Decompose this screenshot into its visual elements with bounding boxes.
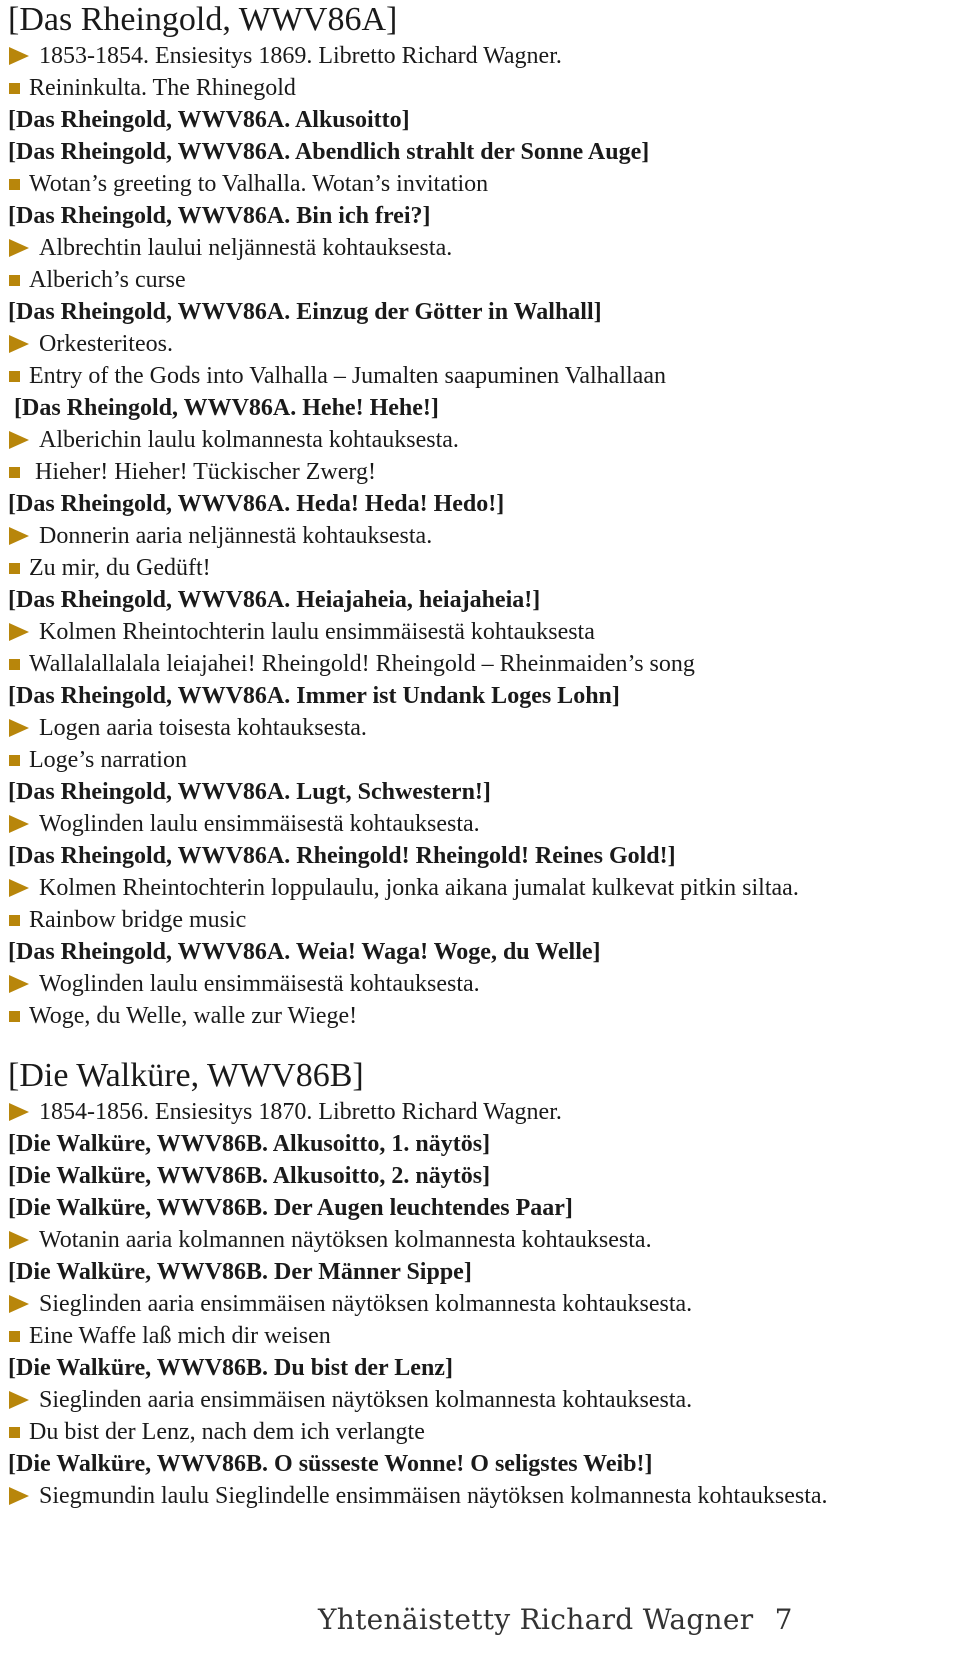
note-text: Woge, du Welle, walle zur Wiege!: [29, 1003, 358, 1029]
note-text: Entry of the Gods into Valhalla – Jumalten saapuminen Valhallaan: [29, 363, 666, 389]
work-title-text: O süsseste Wonne! O seligstes Weib!: [268, 1451, 645, 1477]
square-bullet-icon: [9, 563, 20, 574]
work-title-line: [8, 296, 953, 328]
triangle-bullet-icon: [9, 335, 29, 353]
info-line: [8, 1384, 953, 1416]
info-text: Alberichin laulu kolmannesta kohtauksesta.: [39, 427, 459, 453]
work-title-line: [8, 1160, 953, 1192]
note-line: [8, 168, 953, 200]
info-text: 1853-1854. Ensiesitys 1869. Libretto Richard Wagner.: [39, 43, 562, 69]
note-line: [8, 904, 953, 936]
info-text: Woglinden laulu ensimmäisestä kohtauksesta.: [39, 811, 480, 837]
info-text: Sieglinden aaria ensimmäisen näytöksen kolmannesta kohtauksesta.: [39, 1291, 693, 1317]
work-title-line: [8, 104, 953, 136]
work-title-prefix: [Das Rheingold, WWV86A.: [8, 843, 291, 869]
info-line: [8, 808, 953, 840]
info-text: Woglinden laulu ensimmäisestä kohtauksesta.: [39, 971, 480, 997]
work-title-line: [8, 584, 953, 616]
work-title-line: [8, 936, 953, 968]
note-text: Du bist der Lenz, nach dem ich verlangte: [29, 1419, 425, 1445]
note-line: [8, 744, 953, 776]
info-text: 1854-1856. Ensiesitys 1870. Libretto Richard Wagner.: [39, 1099, 562, 1125]
work-title-text: Alkusoitto: [290, 107, 402, 133]
work-title-suffix: ]: [444, 1355, 453, 1381]
info-text: Donnerin aaria neljännestä kohtauksesta.: [39, 523, 433, 549]
note-line: [8, 72, 953, 104]
section-heading: [Das Rheingold, WWV86A]: [8, 1, 398, 38]
work-title-line: [8, 1352, 953, 1384]
info-line: [8, 1224, 953, 1256]
square-bullet-icon: [9, 83, 20, 94]
info-line: [8, 40, 953, 72]
square-bullet-icon: [9, 659, 20, 670]
work-title-suffix: ]: [482, 1131, 491, 1157]
work-title-line: [8, 200, 953, 232]
work-title-text: Rheingold! Rheingold! Reines Gold!: [290, 843, 668, 869]
work-title-suffix: ]: [430, 395, 439, 421]
work-title-suffix: ]: [463, 1259, 472, 1285]
note-text: Zu mir, du Gedüft!: [29, 555, 211, 581]
square-bullet-icon: [9, 915, 20, 926]
triangle-bullet-icon: [9, 879, 29, 897]
info-text: Orkesteriteos.: [39, 331, 173, 357]
square-bullet-icon: [9, 755, 20, 766]
info-line: [8, 424, 953, 456]
info-text: Wotanin aaria kolmannen näytöksen kolmannesta kohtauksesta.: [39, 1227, 652, 1253]
work-title-prefix: [Die Walküre, WWV86B.: [8, 1163, 269, 1189]
info-text: Logen aaria toisesta kohtauksesta.: [39, 715, 367, 741]
note-text: Wotan’s greeting to Valhalla. Wotan’s invitation: [29, 171, 489, 197]
section-heading: [Die Walküre, WWV86B]: [8, 1057, 364, 1094]
note-line: [8, 264, 953, 296]
info-line: [8, 520, 953, 552]
work-title-prefix: [Das Rheingold, WWV86A.: [14, 395, 297, 421]
footer-title: Yhtenäistetty Richard Wagner: [318, 1603, 754, 1636]
work-title-prefix: [Das Rheingold, WWV86A.: [8, 299, 291, 325]
triangle-bullet-icon: [9, 239, 29, 257]
work-title-line: [8, 680, 953, 712]
triangle-bullet-icon: [9, 975, 29, 993]
info-line: [8, 328, 953, 360]
work-title-text: Der Augen leuchtendes Paar: [268, 1195, 565, 1221]
work-title-text: Immer ist Undank Loges Lohn: [290, 683, 612, 709]
info-line: [8, 712, 953, 744]
note-text: Eine Waffe laß mich dir weisen: [29, 1323, 331, 1349]
square-bullet-icon: [9, 467, 20, 478]
work-title-suffix: ]: [496, 491, 505, 517]
work-title-text: Heda! Heda! Hedo!: [290, 491, 497, 517]
work-title-suffix: ]: [667, 843, 676, 869]
work-title-text: Bin ich frei?: [290, 203, 423, 229]
work-title-suffix: ]: [611, 683, 620, 709]
work-title-prefix: [Die Walküre, WWV86B.: [8, 1195, 269, 1221]
work-title-prefix: [Das Rheingold, WWV86A.: [8, 587, 291, 613]
work-title-suffix: ]: [644, 1451, 653, 1477]
info-line: [8, 1096, 953, 1128]
work-title-line: [8, 1256, 953, 1288]
square-bullet-icon: [9, 275, 20, 286]
work-title-prefix: [Das Rheingold, WWV86A.: [8, 139, 291, 165]
note-line: [8, 1000, 953, 1032]
work-title-line: [8, 1448, 953, 1480]
note-text: Alberich’s curse: [29, 267, 186, 293]
info-line: [8, 232, 953, 264]
triangle-bullet-icon: [9, 1487, 29, 1505]
note-text: Wallalallalala leiajahei! Rheingold! Rheingold – Rheinmaiden’s song: [29, 651, 695, 677]
info-text: Sieglinden aaria ensimmäisen näytöksen kolmannesta kohtauksesta.: [39, 1387, 693, 1413]
work-title-line: [8, 776, 953, 808]
info-text: Kolmen Rheintochterin laulu ensimmäisestä kohtauksesta: [39, 619, 595, 645]
work-title-text: Weia! Waga! Woge, du Welle: [290, 939, 593, 965]
note-line: [8, 456, 953, 488]
info-line: [8, 1480, 953, 1512]
work-title-text: Der Männer Sippe: [268, 1259, 464, 1285]
work-title-suffix: ]: [532, 587, 541, 613]
work-title-text: Hehe! Hehe!: [296, 395, 431, 421]
info-line: [8, 968, 953, 1000]
work-title-prefix: [Das Rheingold, WWV86A.: [8, 779, 291, 805]
note-line: [8, 360, 953, 392]
info-line: [8, 616, 953, 648]
work-title-text: Abendlich strahlt der Sonne Auge: [290, 139, 642, 165]
note-text: Hieher! Hieher! Tückischer Zwerg!: [35, 459, 376, 485]
work-title-suffix: ]: [593, 299, 602, 325]
page-number: 7: [774, 1603, 793, 1636]
info-line: [8, 1288, 953, 1320]
work-title-suffix: ]: [422, 203, 431, 229]
work-title-text: Heiajaheia, heiajaheia!: [290, 587, 533, 613]
work-title-text: Du bist der Lenz: [268, 1355, 445, 1381]
work-title-prefix: [Die Walküre, WWV86B.: [8, 1355, 269, 1381]
triangle-bullet-icon: [9, 431, 29, 449]
section-gap: [8, 1032, 953, 1056]
triangle-bullet-icon: [9, 815, 29, 833]
note-line: [8, 1416, 953, 1448]
info-text: Albrechtin laului neljännestä kohtauksesta.: [39, 235, 453, 261]
note-line: [8, 648, 953, 680]
square-bullet-icon: [9, 1331, 20, 1342]
triangle-bullet-icon: [9, 719, 29, 737]
work-title-suffix: ]: [641, 139, 650, 165]
note-text: Loge’s narration: [29, 747, 187, 773]
work-title-prefix: [Das Rheingold, WWV86A.: [8, 107, 291, 133]
work-title-text: Alkusoitto, 2. näytös: [268, 1163, 483, 1189]
work-title-suffix: ]: [592, 939, 601, 965]
work-title-text: Einzug der Götter in Walhall: [290, 299, 594, 325]
work-title-prefix: [Das Rheingold, WWV86A.: [8, 203, 291, 229]
document-content: [8, 0, 953, 1512]
note-text: Rainbow bridge music: [29, 907, 247, 933]
work-title-prefix: [Die Walküre, WWV86B.: [8, 1451, 269, 1477]
note-text: Reininkulta. The Rhinegold: [29, 75, 296, 101]
work-title-prefix: [Die Walküre, WWV86B.: [8, 1259, 269, 1285]
page-footer: [318, 1603, 793, 1636]
work-title-suffix: ]: [482, 1163, 491, 1189]
work-title-suffix: ]: [401, 107, 410, 133]
work-title-line: [8, 392, 953, 424]
work-title-prefix: [Die Walküre, WWV86B.: [8, 1131, 269, 1157]
triangle-bullet-icon: [9, 47, 29, 65]
work-title-line: [8, 840, 953, 872]
square-bullet-icon: [9, 1011, 20, 1022]
work-title-text: Alkusoitto, 1. näytös: [268, 1131, 483, 1157]
work-title-prefix: [Das Rheingold, WWV86A.: [8, 491, 291, 517]
work-title-prefix: [Das Rheingold, WWV86A.: [8, 683, 291, 709]
triangle-bullet-icon: [9, 623, 29, 641]
triangle-bullet-icon: [9, 527, 29, 545]
work-title-line: [8, 136, 953, 168]
note-line: [8, 1320, 953, 1352]
info-text: Kolmen Rheintochterin loppulaulu, jonka aikana jumalat kulkevat pitkin siltaa.: [39, 875, 799, 901]
triangle-bullet-icon: [9, 1231, 29, 1249]
work-title-line: [8, 1192, 953, 1224]
work-title-line: [8, 488, 953, 520]
work-title-text: Lugt, Schwestern!: [290, 779, 483, 805]
work-title-line: [8, 1128, 953, 1160]
square-bullet-icon: [9, 1427, 20, 1438]
triangle-bullet-icon: [9, 1295, 29, 1313]
info-text: Siegmundin laulu Sieglindelle ensimmäisen näytöksen kolmannesta kohtauksesta.: [39, 1483, 828, 1509]
work-title-suffix: ]: [482, 779, 491, 805]
note-line: [8, 552, 953, 584]
work-title-prefix: [Das Rheingold, WWV86A.: [8, 939, 291, 965]
square-bullet-icon: [9, 179, 20, 190]
triangle-bullet-icon: [9, 1391, 29, 1409]
work-title-suffix: ]: [564, 1195, 573, 1221]
triangle-bullet-icon: [9, 1103, 29, 1121]
info-line: [8, 872, 953, 904]
square-bullet-icon: [9, 371, 20, 382]
